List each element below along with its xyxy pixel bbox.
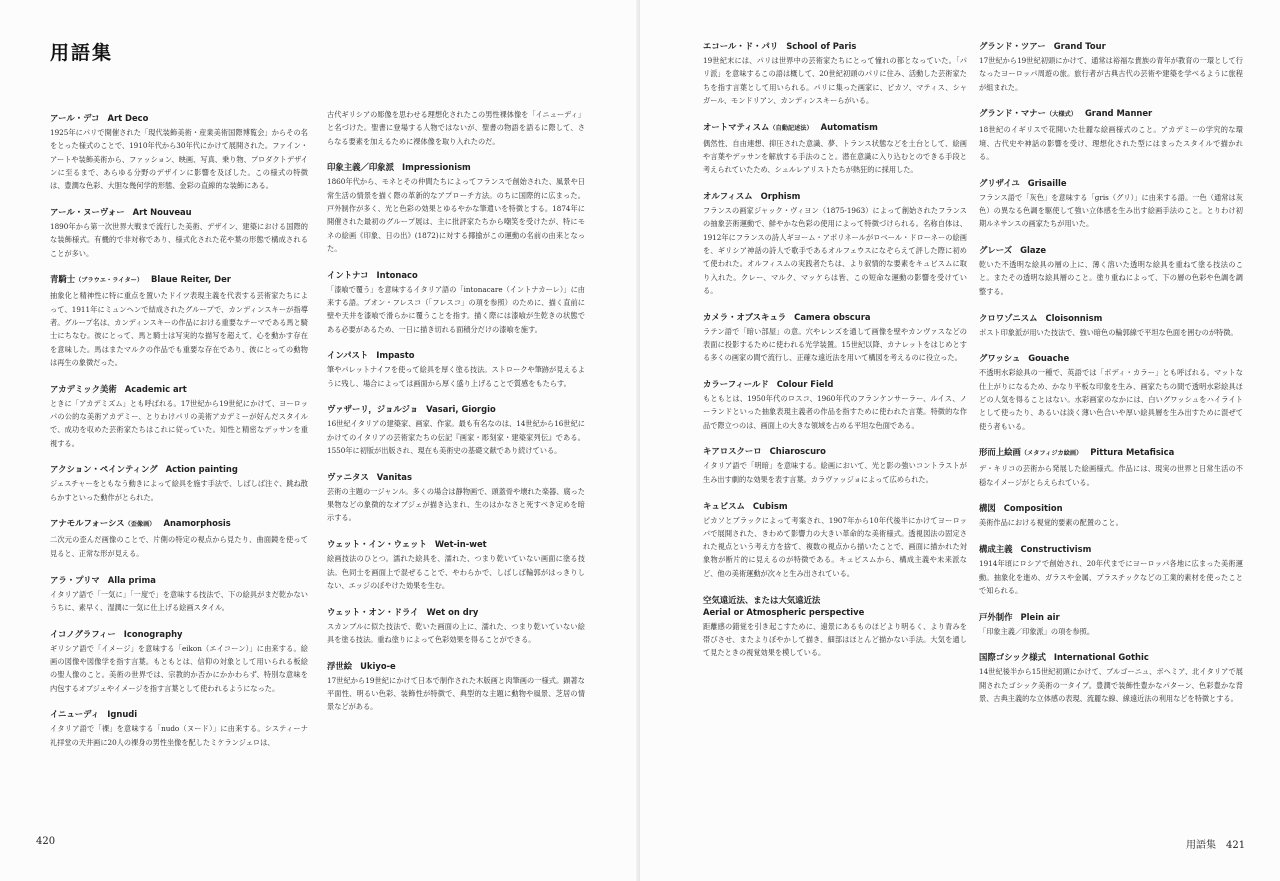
- term-japanese: 戸外制作: [979, 611, 1013, 622]
- term-english: Anamorphosis: [163, 518, 231, 529]
- glossary-entry: [979, 177, 1243, 231]
- glossary-term: [979, 40, 1243, 52]
- glossary-entry: [50, 517, 308, 560]
- glossary-entry: [979, 352, 1243, 432]
- glossary-entry: [979, 502, 1243, 529]
- term-english: Action painting: [165, 464, 238, 475]
- term-english: Art Deco: [107, 113, 149, 123]
- term-definition: 1914年頃にロシアで創始され、20年代までにヨーロッパ各地に広まった美術運動。抽象化を進め、ガラスや金属、プラスチックなどの工業的素材を使ったことで知られる。: [979, 559, 1243, 595]
- glossary-column-1: [50, 112, 308, 817]
- glossary-entry: [703, 311, 967, 365]
- glossary-entry: [327, 403, 585, 457]
- term-reading: （大様式）: [1046, 111, 1077, 119]
- term-japanese: イコノグラフィー: [50, 628, 116, 639]
- term-japanese: アナモルフォーシス: [50, 518, 125, 529]
- term-japanese: アール・デコ: [50, 113, 100, 123]
- page-number-right: 421: [1226, 840, 1246, 851]
- term-definition: ポスト印象派が用いた技法で、強い暗色の輪郭線で平坦な色面を囲むのが特徴。: [979, 327, 1238, 337]
- term-definition: ときに「アカデミズム」とも呼ばれる。17世紀から19世紀にかけて、ヨーロッパの公的な美術アカデミー、とりわけパリの美術アカデミーが好んだスタイルで、成功を収めた芸術家たちはこれに従っていた。知性と精密なデッサンを重視する。: [50, 398, 308, 448]
- glossary-term: [703, 594, 967, 618]
- term-definition: 美術作品における視覚的要素の配置のこと。: [979, 518, 1123, 528]
- term-english: Blaue Reiter, Der: [151, 274, 231, 285]
- glossary-entry: [50, 574, 308, 615]
- glossary-entry: [50, 628, 308, 695]
- glossary-term: [979, 446, 1243, 460]
- term-english: Plein air: [1020, 611, 1060, 622]
- glossary-entry: [703, 190, 967, 297]
- term-english: Vanitas: [376, 471, 412, 482]
- glossary-term: [979, 611, 1243, 623]
- glossary-term: [979, 107, 1243, 121]
- glossary-entry: [50, 383, 308, 450]
- glossary-column-3: [703, 40, 967, 800]
- term-english: Chiaroscuro: [769, 446, 826, 457]
- term-definition: 16世紀イタリアの建築家、画家、作家。最も有名なのは、14世紀から16世紀にかけてのイタリアの芸術家たちの伝記『画家・彫刻家・建築家列伝』である。1550年に初版が出版され、現在も美術史の基礎文献であり続けている。: [327, 419, 585, 456]
- glossary-entry: [703, 445, 967, 486]
- term-english: Orphism: [760, 191, 801, 202]
- glossary-column-4: [979, 40, 1243, 800]
- glossary-term: [703, 445, 967, 457]
- term-japanese: インパスト: [327, 350, 369, 361]
- glossary-entry: [979, 40, 1243, 94]
- term-definition: 二次元の歪んだ画像のことで、片側の特定の視点から見たり、曲面鏡を使って見ると、正常な形が見える。: [50, 535, 308, 558]
- glossary-entry: [327, 606, 585, 647]
- term-english: Aerial or Atmospheric perspective: [703, 606, 865, 617]
- term-definition: 距離感の錯覚を引き起こすために、遠景にあるものほどより明るく、より青みを帯びさせ、またよりぼやかして描き、細部はほとんど描かない手法。大気を通して見たときの視覚効果を模している。: [703, 621, 967, 658]
- glossary-term: [979, 543, 1243, 555]
- term-japanese: イニューディ: [50, 709, 100, 720]
- term-english: Ignudi: [107, 709, 138, 720]
- term-english: Vasari, Giorgio: [426, 404, 496, 415]
- term-definition: イタリア語で「明暗」を意味する。絵画において、光と影の強いコントラストが生み出す劇的な効果を表す言葉。カラヴァッジョによって広められた。: [703, 461, 967, 484]
- glossary-entry: [50, 708, 308, 749]
- glossary-entry: [50, 463, 308, 504]
- page-title: 用語集: [50, 42, 114, 64]
- glossary-term: [50, 273, 308, 287]
- term-japanese: 浮世絵: [327, 660, 353, 671]
- term-japanese: ヴァザーリ，ジョルジョ: [327, 404, 419, 415]
- term-japanese: 構成主義: [979, 544, 1013, 555]
- term-japanese: オルフィスム: [703, 191, 753, 202]
- term-definition: 19世紀末には、パリは世界中の芸術家たちにとって憧れの都となっていた。「パリ派」を意味するこの語は概して、20世紀初頭のパリに住み、活動した芸術家たちを指す言葉として用いられる。パリに集った画家に、ピカソ、マティス、シャガール、モンドリアン、カンディンスキーらがいる。: [703, 56, 967, 105]
- glossary-term: [979, 312, 1243, 324]
- term-definition: もともとは、1950年代のロスコ、1960年代のフランケンサーラー、ルイス、ノーランドといった抽象表現主義者の作品を指すために使われた言葉。特徴的な作品で際立つのは、画面上の大きな領域を占める平坦な色面である。: [703, 394, 967, 430]
- glossary-term: [703, 311, 967, 323]
- term-english: Glaze: [1020, 245, 1047, 256]
- glossary-term: [327, 660, 585, 672]
- term-english: Wet-in-wet: [434, 539, 487, 550]
- term-english: Impressionism: [402, 162, 471, 173]
- term-definition: 14世紀後半から15世紀初頭にかけて、ブルゴーニュ、ボヘミア、北イタリアで展開されたゴシック美術の一タイプ。豊潤で装飾性豊かなパターン、色彩豊かな背景、古典主義的な立体感の表現、流麗な線、線遠近法の利用などを特徴とする。: [979, 667, 1243, 704]
- glossary-entry: [327, 538, 585, 592]
- term-english: Intonaco: [376, 269, 418, 280]
- term-japanese: キュビスム: [703, 500, 745, 511]
- term-english: Academic art: [124, 383, 187, 394]
- term-definition: イタリア語で「裸」を意味する「nudo（ヌード）」に由来する。システィーナ礼拝堂の天井画に20人の裸身の男性坐像を配したミケランジェロは、: [50, 724, 308, 747]
- term-english: Iconography: [123, 628, 183, 639]
- glossary-term: [703, 500, 967, 512]
- running-footer-label: 用語集: [1186, 840, 1216, 851]
- glossary-entry: [327, 349, 585, 390]
- term-definition: フランスの画家ジャック・ヴィヨン（1875-1963）によって創始されたフランスの抽象芸術運動で、鮮やかな色彩の使用によって特徴づけられる。名称自体は、1912年にフランスの詩人ギヨーム・アポリネールがロベール・ドローネーの絵画を、ギリシア神話の詩人で歌手であるオルフェウスになぞらえて評した際に初めて使われた。オルフィスムの実践者たちは、より叙情的な要素をキュビスムに取り入れた。クレー、マルク、マッケらは皆、この短命な運動の影響を受けている。: [703, 206, 967, 295]
- glossary-term: [979, 177, 1243, 189]
- term-english: Colour Field: [776, 379, 834, 390]
- glossary-term: [703, 378, 967, 390]
- term-definition: 1925年にパリで開催された「現代装飾美術・産業美術国際博覧会」からその名をとった様式のことで、1910年代から30年代にかけて展開された。ファイン・アートや装飾美術から、ファッション、映画、写真、乗り物、プロダクトデザインに至るまで、あらゆる分野のデザインに影響を及ぼした。この様式の特徴は、豊潤な色彩、大胆な幾何学的形態、金彩の直線的な装飾にある。: [50, 128, 308, 191]
- glossary-term: [703, 40, 967, 52]
- term-japanese: 印象主義／印象派: [327, 162, 394, 173]
- term-english: Cloisonnism: [1045, 312, 1103, 323]
- term-japanese: アカデミック美術: [50, 383, 117, 394]
- term-english: Automatism: [820, 121, 878, 132]
- term-japanese: カメラ・オブスキュラ: [703, 311, 787, 322]
- term-definition: 18世紀のイギリスで花開いた壮麗な絵画様式のこと。アカデミーの学究的な環境、古代史や神話の影響を受け、理想化された型にはまったスタイルで描かれる。: [979, 125, 1243, 161]
- term-reading: （歪像画）: [124, 521, 156, 529]
- term-english: Constructivism: [1020, 544, 1092, 555]
- glossary-term: [327, 349, 585, 361]
- glossary-entry: [50, 206, 308, 260]
- term-english: Camera obscura: [794, 311, 871, 322]
- term-definition: 絵画技法のひとつ。濡れた絵具を、濡れた、つまり乾いていない画面に塗る技法。色同士を画面上で混ぜることで、やわらかで、しばしば輪郭がはっきりしない、エッジのぼやけた効果を生む。: [327, 554, 585, 590]
- term-japanese: 青騎士: [50, 274, 76, 285]
- term-english: Art Nouveau: [132, 206, 192, 217]
- glossary-entry: [327, 161, 585, 255]
- term-reading: （自動記述法）: [769, 124, 813, 132]
- term-japanese: 空気遠近法、または大気遠近法: [703, 594, 821, 605]
- glossary-entry: [703, 40, 967, 107]
- term-japanese: 国際ゴシック様式: [979, 652, 1046, 663]
- glossary-entry: [703, 500, 967, 580]
- term-definition: イタリア語で「一気に」「一度で」を意味する技法で、下の絵具がまだ乾かないうちに、素早く、湿潤に一気に仕上げる絵画スタイル。: [50, 589, 308, 612]
- glossary-term: [327, 161, 585, 173]
- term-english: Grand Manner: [1084, 108, 1153, 119]
- term-japanese: 構図: [979, 503, 996, 514]
- glossary-term: [327, 606, 585, 618]
- glossary-entry: [327, 108, 585, 148]
- glossary-term: [979, 502, 1243, 514]
- term-japanese: オートマティスム: [703, 121, 770, 132]
- term-reading: （メタフィジカ絵画）: [1020, 450, 1083, 458]
- glossary-entry: [50, 273, 308, 369]
- term-definition: ジェスチャーをともなう動きによって絵具を施す手法で、しばしば注ぐ、跳ね散らかすといった動作がとられた。: [50, 479, 308, 502]
- term-definition: 偶然性、自由連想、抑圧された意識、夢、トランス状態などを土台として、絵画や言葉やデッサンを解放する手法のこと。潜在意識に入り込むとのできる手段と考えられていたため、シュルレアリストたちが熱狂的に採用した。: [703, 138, 967, 175]
- term-english: Composition: [1003, 503, 1063, 514]
- glossary-entry: [703, 594, 967, 660]
- term-definition: 「印象主義／印象派」の項を参照。: [979, 626, 1095, 636]
- term-definition: ラテン語で「暗い部屋」の意。穴やレンズを通して画像を壁やカンヴァスなどの表面に投影するために使われる光学装置。15世紀以降、カナレットをはじめとする多くの画家の間で流行し、正確な遠近法を用いて構図を考えるのに役立った。: [703, 326, 967, 363]
- glossary-term: [50, 383, 308, 395]
- term-english: School of Paris: [786, 41, 857, 51]
- term-japanese: イントナコ: [327, 269, 369, 280]
- term-definition: 乾いた不透明な絵具の層の上に、薄く溶いた透明な絵具を重ねて塗る技法のこと。またその透明な絵具層のこと。塗り重ねによって、下の層の色彩や色調を調整する。: [979, 260, 1243, 296]
- term-definition: 1860年代から、モネとその仲間たちによってフランスで創始された、風景や日常生活の情景を描く際の革新的なアプローチ方法。のちに国際的に広まった。戸外制作が多く、光と色彩の効果とゆるやかな筆遣いを特徴とする。1874年に開催された最初のグループ展は、主に批評家たちから嘲笑を受けたが、特にモネの絵画《印象、日の出》(1872)に対する揶揄がこの運動の名前の由来となった。: [327, 177, 585, 253]
- glossary-entry: [979, 312, 1243, 339]
- glossary-term: [979, 352, 1243, 364]
- glossary-entry: [979, 107, 1243, 163]
- glossary-term: [327, 471, 585, 483]
- running-footer-right: [1186, 836, 1255, 851]
- glossary-entry: [50, 112, 308, 192]
- term-definition: 17世紀から19世紀にかけて日本で制作された木版画と肉筆画の一様式。顕著な平面性、明るい色彩、装飾性が特徴で、典型的な主題に動物や風景、芝居の情景などがある。: [327, 675, 585, 712]
- glossary-term: [50, 206, 308, 218]
- term-japanese: アクション・ペインティング: [50, 464, 158, 475]
- glossary-term: [50, 708, 308, 720]
- glossary-entry: [979, 244, 1243, 298]
- right-page: [640, 0, 1280, 881]
- term-japanese: クロワゾニスム: [979, 312, 1038, 323]
- glossary-term: [327, 269, 585, 281]
- glossary-entry: [703, 121, 967, 177]
- term-english: Grand Tour: [1053, 41, 1106, 51]
- term-english: Alla prima: [107, 574, 156, 585]
- term-japanese: ヴァニタス: [327, 471, 369, 482]
- term-english: Gouache: [1028, 353, 1070, 364]
- glossary-entry: [327, 471, 585, 525]
- glossary-entry: [327, 660, 585, 714]
- term-definition: スカンブルに似た技法で、乾いた画面の上に、濡れた、つまり乾いていない絵具を塗る技法。重ね塗りによって色彩効果を得ることができる。: [327, 621, 585, 644]
- glossary-term: [50, 574, 308, 586]
- term-definition: 筆やパレットナイフを使って絵具を厚く塗る技法。ストロークや筆跡が見えるように残し、場合によっては画面から厚く盛り上げることで質感をもたらす。: [327, 365, 585, 388]
- glossary-term: [703, 190, 967, 202]
- term-english: Wet on dry: [426, 606, 479, 617]
- term-english: Cubism: [752, 500, 788, 511]
- term-english: Grisaille: [1027, 177, 1067, 188]
- glossary-entry: [703, 378, 967, 432]
- term-japanese: グリザイユ: [979, 177, 1020, 188]
- glossary-term: [703, 121, 967, 135]
- term-definition: フランス語で「灰色」を意味する「gris（グリ）」に由来する語。一色（通常は灰色）の異なる色調を駆使して強い立体感を生み出す絵画手法のこと。とりわけ初期ルネサンスの画家たちが用いた。: [979, 192, 1243, 229]
- term-japanese: グランド・ツアー: [979, 41, 1046, 51]
- term-reading: （ブラウエ・ライター）: [75, 277, 144, 285]
- term-japanese: アラ・プリマ: [50, 574, 100, 585]
- term-definition: 古代ギリシアの彫像を思わせる理想化されたこの男性裸体像を「イニューディ」と名づけた。聖書に登場する人物ではないが、聖書の物語を語るに際して、さらなる要素を加えるために裸体像を取り入れたのだ。: [327, 110, 585, 146]
- term-definition: 17世紀から19世紀初頭にかけて、通常は裕福な貴族の青年が教育の一環として行なったヨーロッパ周遊の旅。旅行者が古典古代の芸術や建築を学べるように旅程が組まれた。: [979, 56, 1243, 92]
- term-definition: 芸術の主題の一ジャンル。多くの場合は静物画で、頭蓋骨や壊れた楽器、腐った果物などの象徴的なオブジェが描き込まれ、生のはかなさと死すべき定めを暗示する。: [327, 486, 585, 523]
- term-japanese: キアロスクーロ: [703, 446, 762, 457]
- glossary-entry: [979, 651, 1243, 705]
- glossary-term: [979, 244, 1243, 256]
- term-japanese: グレーズ: [979, 245, 1013, 256]
- term-japanese: グワッシュ: [979, 353, 1021, 364]
- term-japanese: アール・ヌーヴォー: [50, 206, 125, 217]
- term-japanese: 形而上絵画: [979, 447, 1021, 458]
- term-japanese: ウェット・オン・ドライ: [327, 606, 419, 617]
- glossary-entry: [327, 269, 585, 336]
- term-english: Ukiyo-e: [360, 660, 396, 671]
- glossary-term: [50, 517, 308, 531]
- term-japanese: カラーフィールド: [703, 379, 769, 390]
- glossary-term: [327, 538, 585, 550]
- glossary-term: [50, 628, 308, 640]
- glossary-term: [50, 463, 308, 475]
- term-definition: デ・キリコの芸術から発展した絵画様式。作品には、現実の世界と日常生活の不穏なイメージがとらえられている。: [979, 464, 1243, 487]
- glossary-entry: [979, 446, 1243, 489]
- glossary-term: [327, 403, 585, 415]
- glossary-term: [50, 112, 308, 124]
- term-definition: ピカソとブラックによって考案され、1907年から10年代後半にかけてヨーロッパで展開された、きわめて影響力の大きい革命的な美術様式。透視図法の固定された視点という考え方を捨て、複数の視点から描いたことで、画面に描かれた対象物が断片的に見えるのが特徴である。キュビスムから、構成主義や未来派など、他の美術運動が次々と生み出されている。: [703, 515, 967, 578]
- term-japanese: エコール・ド・パリ: [703, 41, 779, 51]
- term-definition: 「漆喰で覆う」を意味するイタリア語の「intonacare（イントナカーレ）」に由来する語。ブオン・フレスコ（「フレスコ」の項を参照）のために、描く直前に壁や天井を漆喰で滑らかに覆うことを指す。描く際には漆喰が生乾きの状態である必要があるため、一日に描き切れる面積分だけの漆喰を施す。: [327, 284, 585, 334]
- term-definition: ギリシア語で「イメージ」を意味する「eikon（エイコーン）」に由来する。絵画の図像や図像学を指す言葉。もともとは、信仰の対象として用いられる板絵の聖人像のこと。美術の世界では、宗教的か否かにかかわらず、特別な意味を内包するオブジェやイメージを指す言葉として使われるようになった。: [50, 643, 308, 693]
- glossary-term: [979, 651, 1243, 663]
- page-number-left: 420: [36, 836, 56, 847]
- term-definition: 不透明水彩絵具の一種で、英語では「ボディ・カラー」とも呼ばれる。マットな仕上がりになるため、かなり平板な印象を生み、画家たちの間で透明水彩絵具ほどの人気を得ることはない。水彩画家のなかには、白いグワッシュをハイライトとして使ったり、あるいは淡く薄い色合いや厚い絵具層を生み出すために混ぜて使う者もいる。: [979, 368, 1243, 431]
- term-english: International Gothic: [1053, 652, 1149, 663]
- term-japanese: ウェット・イン・ウェット: [327, 539, 427, 550]
- glossary-entry: [979, 611, 1243, 638]
- term-japanese: グランド・マナー: [979, 108, 1046, 119]
- glossary-column-2: [327, 108, 585, 813]
- term-definition: 1890年から第一次世界大戦まで流行した美術、デザイン、建築における国際的な装飾様式。有機的で非対称であり、様式化された花や葉の形態で構成されることが多い。: [50, 221, 308, 258]
- term-definition: 抽象化と精神性に特に重点を置いたドイツ表現主義を代表する芸術家たちによって、1911年にミュンヘンで結成されたグループで、カンディンスキーが指導者。グループ名は、カンディンスキーの作品における重要なテーマである馬と騎士にちなむ。彼にとって、馬と騎士は写実的な描写を超えて、心を動かす存在を意味した。馬はまたマルクの作品でも重要な存在であり、彼にとっての動物は再生の象徴だった。: [50, 291, 308, 367]
- glossary-entry: [979, 543, 1243, 597]
- term-english: Impasto: [376, 350, 415, 361]
- term-english: Pittura Metafisica: [1090, 447, 1175, 458]
